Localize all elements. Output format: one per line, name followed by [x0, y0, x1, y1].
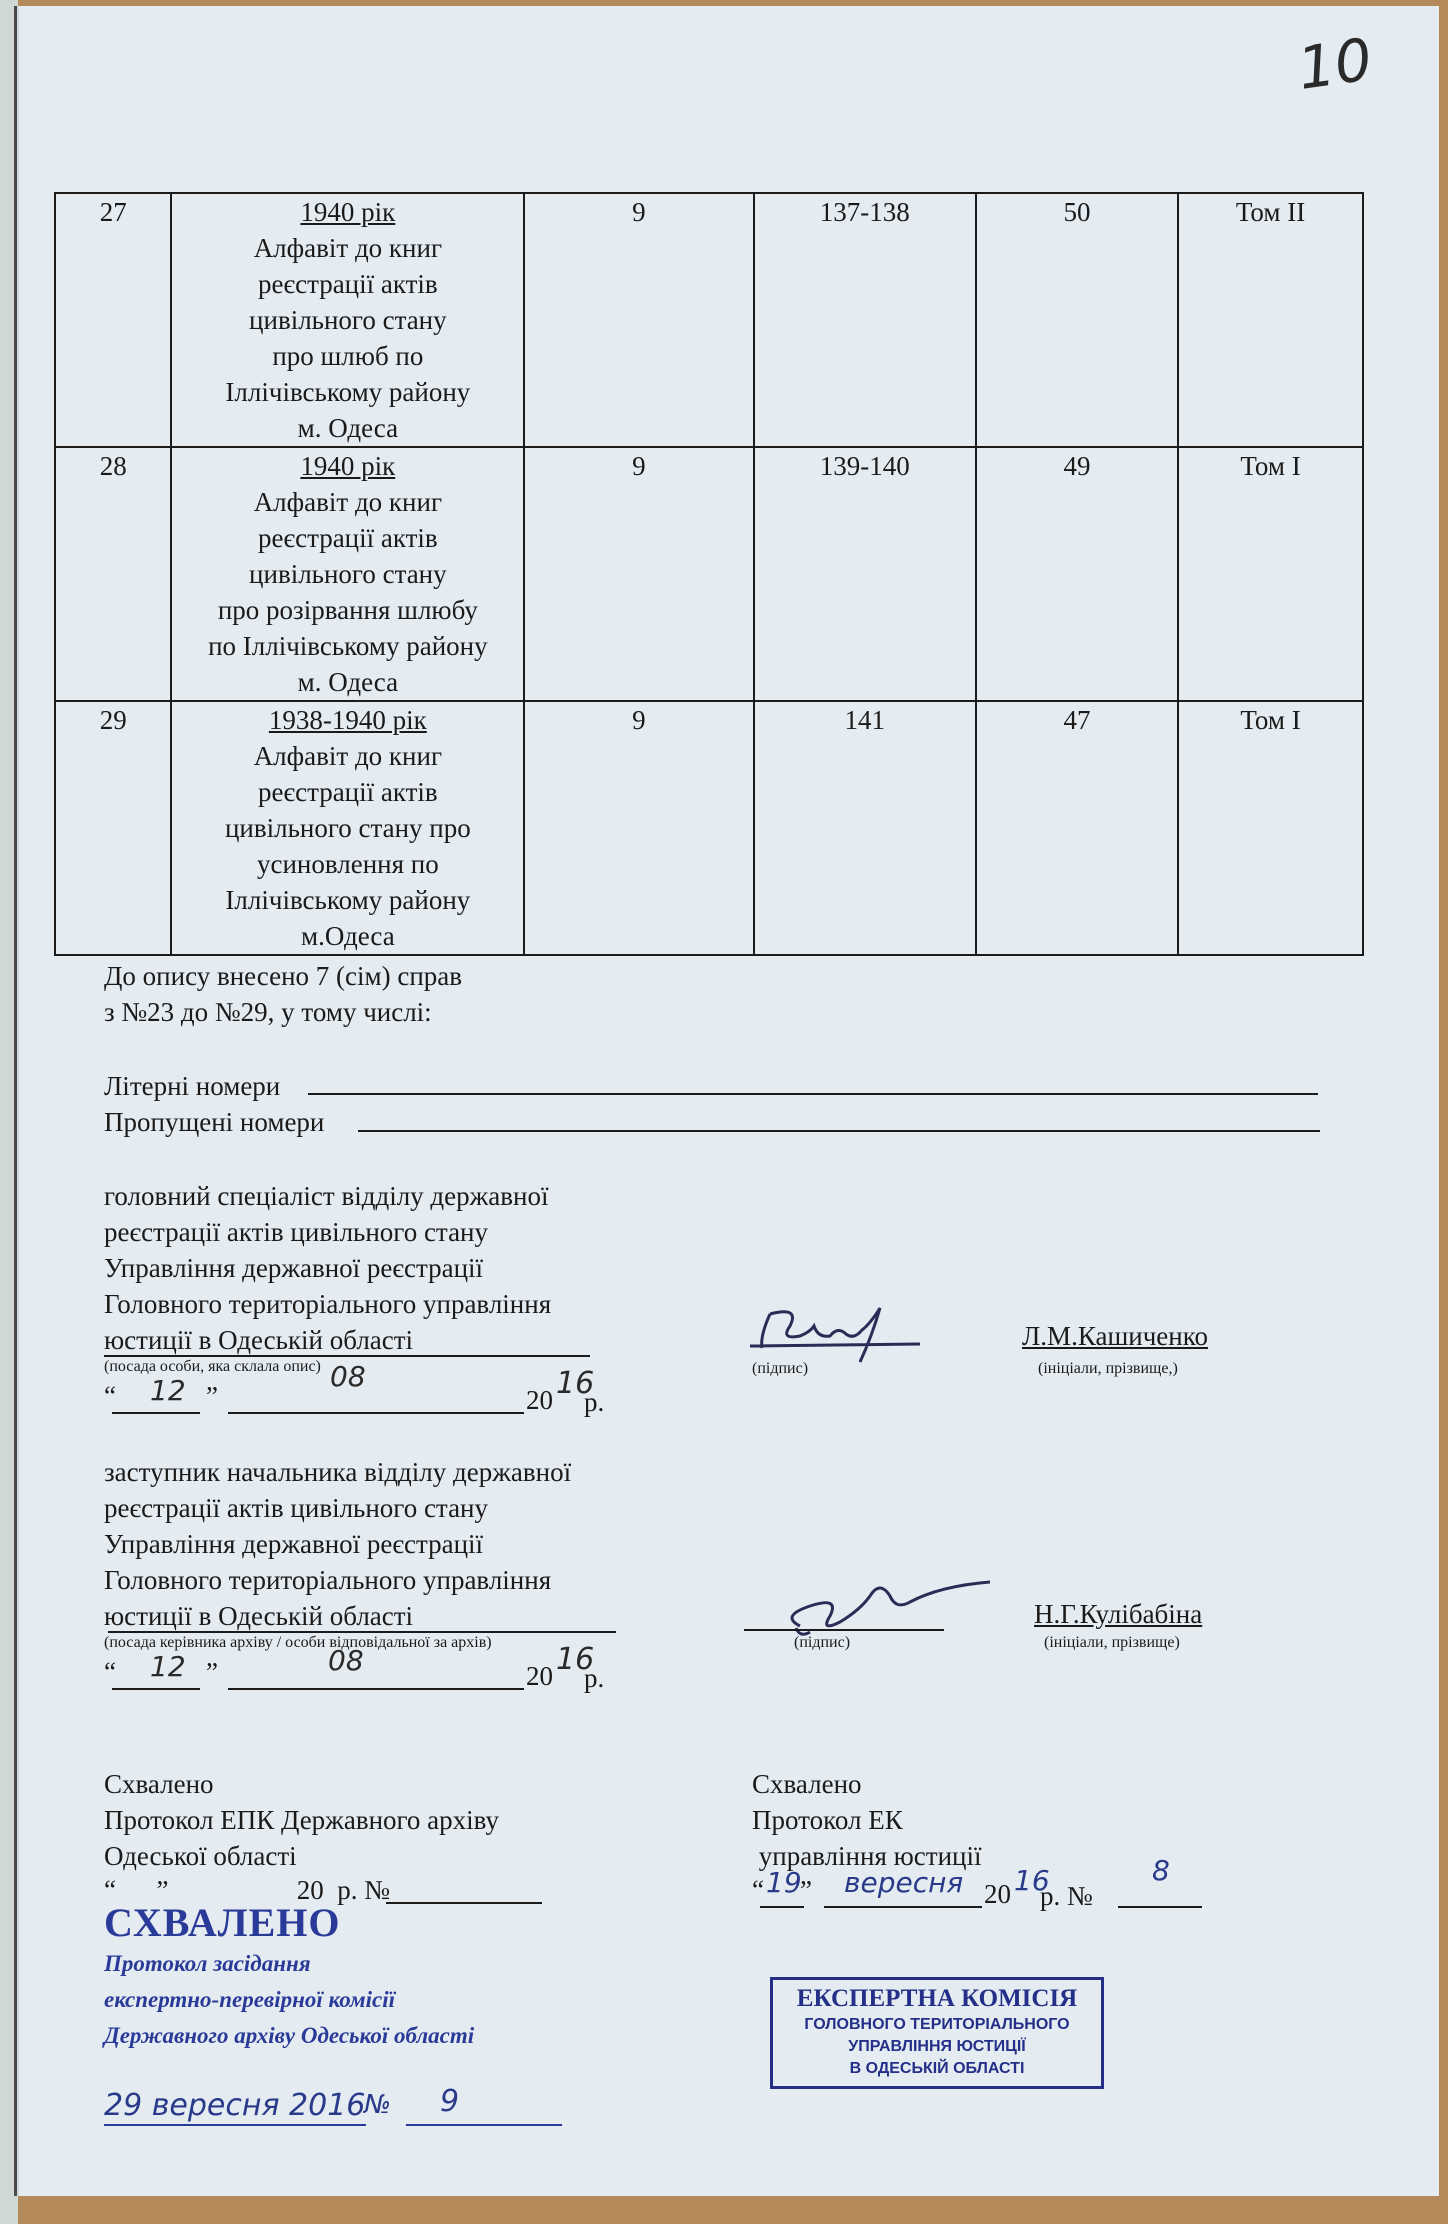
case-description-line: про шлюб по: [272, 341, 424, 371]
case-description-line: м. Одеса: [297, 413, 399, 443]
compiler-name-caption: (ініціали, прізвище,): [1038, 1360, 1178, 1377]
table-row: [55, 193, 1363, 447]
approver-month-blank: [228, 1688, 524, 1690]
case-description-line: м. Одеса: [297, 667, 399, 697]
approval-right-line: Протокол ЕК: [752, 1805, 903, 1835]
sheets-count-cell: 49: [976, 447, 1178, 701]
approval-left-date-line: “ ” 20 р. №: [104, 1875, 390, 1905]
approval-left-line: Схвалено: [104, 1769, 214, 1799]
case-description-line: Алфавіт до книг: [253, 233, 443, 263]
compiler-position-underline: [104, 1355, 590, 1357]
case-year: 1940 рік: [300, 197, 396, 227]
letter-numbers-label: Літерні номери: [104, 1071, 281, 1101]
compiler-day-blank: [112, 1412, 200, 1414]
volume-note-cell: Том II: [1178, 193, 1363, 447]
compiler-date-open-quote: “: [104, 1381, 116, 1411]
case-description-line: реєстрації актів: [258, 269, 438, 299]
approval-left-line: Одеської області: [104, 1841, 297, 1871]
approved-stamp-date-blank: [104, 2124, 366, 2126]
approval-right-year: 16: [1014, 1864, 1050, 1897]
approver-name-caption: (ініціали, прізвище): [1044, 1634, 1180, 1651]
case-description-line: Алфавіт до книг: [253, 741, 443, 771]
case-description-line: Алфавіт до книг: [253, 487, 443, 517]
case-title-cell: [171, 193, 524, 447]
case-description-line: цивільного стану: [249, 559, 447, 589]
pages-cell: 141: [754, 701, 976, 955]
approved-stamp-number-blank: [406, 2124, 562, 2126]
compiler-position-caption: (посада особи, яка склала опис): [104, 1358, 321, 1375]
volume-note-cell: Том I: [1178, 701, 1363, 955]
case-number-cell: 27: [55, 193, 171, 447]
approver-position-underline: [108, 1631, 616, 1633]
expert-commission-stamp: [770, 1977, 1104, 2089]
approval-right-number-blank: [1118, 1906, 1202, 1908]
approval-right-close-quote: ”: [800, 1875, 812, 1905]
compiler-date-suffix: р.: [584, 1387, 605, 1417]
approver-day-blank: [112, 1688, 200, 1690]
approval-right-day: 19: [766, 1866, 802, 1899]
case-description-line: Іллічівському району: [225, 885, 471, 915]
approved-stamp-line: експертно-перевірної комісії: [104, 1987, 396, 2012]
approver-date-month: 08: [328, 1644, 364, 1677]
pages-cell: 137-138: [754, 193, 976, 447]
approver-date-year-prefix: 20: [526, 1661, 553, 1691]
case-number-cell: 29: [55, 701, 171, 955]
approver-date-day: 12: [150, 1650, 186, 1683]
volume-note-cell: Том I: [1178, 447, 1363, 701]
approver-date-suffix: р.: [584, 1663, 605, 1693]
missing-numbers-blank: [358, 1130, 1320, 1132]
approver-date-close-quote: ”: [206, 1657, 218, 1687]
fund-cell: 9: [524, 447, 753, 701]
fund-cell: 9: [524, 701, 753, 955]
approved-stamp-no-label: №: [364, 2090, 392, 2120]
compiler-signature-caption: (підпис): [752, 1360, 809, 1377]
case-number-cell: 28: [55, 447, 171, 701]
approver-position-line: заступник начальника відділу державної: [104, 1457, 572, 1487]
case-description-line: Іллічівському району: [225, 377, 471, 407]
missing-numbers-label: Пропущені номери: [104, 1107, 325, 1137]
compiler-position-line: Управління державної реєстрації: [104, 1253, 484, 1283]
commission-stamp-line: В ОДЕСЬКІЙ ОБЛАСТІ: [849, 2060, 1025, 2077]
approver-date-year: 16: [556, 1642, 595, 1677]
approver-position-line: юстиції в Одеській області: [104, 1601, 414, 1631]
compiler-position-line: Головного територіального управління: [104, 1289, 552, 1319]
approver-position-caption: (посада керівника архіву / особи відповідальної за архів): [104, 1634, 492, 1651]
case-description-line: цивільного стану: [249, 305, 447, 335]
page-number: 10: [1293, 25, 1377, 103]
case-description-line: м.Одеса: [301, 921, 395, 951]
case-description-line: усиновлення по: [256, 849, 439, 879]
case-year: 1938-1940 рік: [268, 705, 427, 735]
approved-stamp-date: 29 вересня 2016: [104, 2088, 366, 2123]
approver-name: Н.Г.Кулібабіна: [1034, 1599, 1203, 1629]
approver-position-line: Головного територіального управління: [104, 1565, 552, 1595]
approval-right-month: вересня: [844, 1866, 964, 1899]
case-description-line: цивільного стану про: [224, 813, 471, 843]
sheets-count-cell: 50: [976, 193, 1178, 447]
compiler-name: Л.М.Кашиченко: [1022, 1321, 1208, 1351]
compiler-date-year-prefix: 20: [526, 1385, 553, 1415]
approver-signature: [740, 1566, 1040, 1646]
approved-stamp-line: Протокол засідання: [104, 1951, 311, 1976]
compiler-date-month: 08: [330, 1360, 366, 1393]
case-description-line: по Іллічівському району: [208, 631, 488, 661]
case-title-cell: [171, 447, 524, 701]
compiler-date-year: 16: [556, 1366, 595, 1401]
approved-stamp: [104, 1900, 474, 2054]
summary-line-2: з №23 до №29, у тому числі:: [104, 997, 432, 1027]
approval-left-line: Протокол ЕПК Державного архіву: [104, 1805, 499, 1835]
inventory-table: [54, 192, 1364, 956]
approver-signature-caption: (підпис): [794, 1634, 851, 1651]
case-description-line: реєстрації актів: [258, 523, 438, 553]
case-title-cell: [171, 701, 524, 955]
approved-stamp-line: Державного архіву Одеської області: [104, 2023, 475, 2048]
approved-stamp-number: 9: [440, 2084, 460, 2119]
approval-right-suffix: р. №: [1040, 1881, 1093, 1911]
commission-stamp-line: УПРАВЛІННЯ ЮСТИЦІЇ: [848, 2038, 1026, 2055]
approver-date-open-quote: “: [104, 1657, 116, 1687]
approval-right-day-blank: [760, 1906, 804, 1908]
approval-right-number: 8: [1152, 1854, 1170, 1887]
approver-position-line: реєстрації актів цивільного стану: [104, 1493, 488, 1523]
approval-right-line: управління юстиції: [752, 1841, 982, 1871]
sheets-count-cell: 47: [976, 701, 1178, 955]
approval-right-open-quote: “: [752, 1875, 764, 1905]
commission-stamp-line: ГОЛОВНОГО ТЕРИТОРІАЛЬНОГО: [804, 2016, 1070, 2033]
case-year: 1940 рік: [300, 451, 396, 481]
compiler-date-day: 12: [150, 1374, 186, 1407]
case-description-line: про розірвання шлюбу: [217, 595, 478, 625]
compiler-position-line: головний спеціаліст відділу державної: [104, 1181, 549, 1211]
commission-stamp-line: ЕКСПЕРТНА КОМІСІЯ: [796, 1985, 1078, 2012]
compiler-signature: [730, 1296, 940, 1366]
summary-line-1: До опису внесено 7 (сім) справ: [104, 961, 463, 991]
approved-stamp-title: СХВАЛЕНО: [104, 1900, 341, 1945]
approver-position-line: Управління державної реєстрації: [104, 1529, 484, 1559]
compiler-position-line: юстиції в Одеській області: [104, 1325, 414, 1355]
approval-right-month-blank: [824, 1906, 982, 1908]
case-description-line: реєстрації актів: [258, 777, 438, 807]
table-row: [55, 447, 1363, 701]
table-row: [55, 701, 1363, 955]
compiler-month-blank: [228, 1412, 524, 1414]
fund-cell: 9: [524, 193, 753, 447]
compiler-position-line: реєстрації актів цивільного стану: [104, 1217, 488, 1247]
approval-right-year-prefix: 20: [984, 1879, 1011, 1909]
approval-right-line: Схвалено: [752, 1769, 862, 1799]
letter-numbers-blank: [308, 1093, 1318, 1095]
compiler-date-close-quote: ”: [206, 1381, 218, 1411]
pages-cell: 139-140: [754, 447, 976, 701]
